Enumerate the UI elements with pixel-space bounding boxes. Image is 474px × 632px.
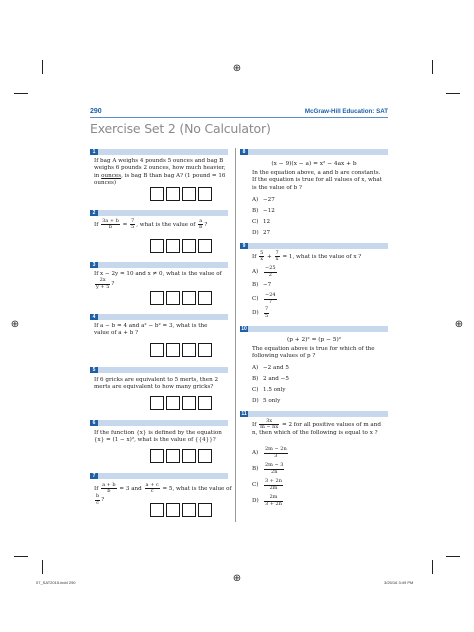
crop-mark [14, 93, 28, 94]
answer-choices [252, 363, 289, 407]
choice-d[interactable]: D) 27 [252, 230, 271, 236]
question-text: If the function {x} is defined by the equation {x} = (1 − x)², what is the value of {{4}}? [94, 430, 222, 444]
equation: (p + 2)² = (p − 5)² [286, 337, 342, 343]
question-number: 8 [240, 149, 248, 155]
footer-timestamp: 3/25/16 3:49 PM [384, 580, 414, 585]
question-number: 6 [90, 420, 98, 426]
answer-grid[interactable] [150, 291, 214, 305]
crop-mark [42, 560, 43, 574]
question-text: The equation above is true for which of the following values of p ? [252, 346, 375, 360]
choice-a[interactable]: A) −2 and 5 [252, 365, 289, 371]
footer-file-slug: 07_SAT2015.indd 290 [36, 580, 76, 585]
question-text: If $\frac{5}{x}$ + $\frac{7}{x}$ = 1, what is the value of x ? [252, 250, 362, 263]
fraction: $\frac{3a + b}{b}$ [102, 218, 119, 231]
question-number: 3 [90, 262, 98, 268]
running-head: McGraw-Hill Education: SAT [304, 108, 388, 115]
question-number: 11 [241, 411, 247, 417]
registration-mark-icon: ⊕ [232, 573, 242, 584]
fraction: $\frac{3x}{m - nx}$ [260, 418, 279, 431]
fraction: $\frac{a}{b}$ [199, 218, 203, 231]
question-header [90, 210, 228, 216]
fraction: $\frac{b}{c}$ [96, 493, 100, 506]
question-header [240, 243, 388, 249]
choice-d[interactable]: D) $\frac{2m}{3 + 2n}$ [252, 494, 282, 507]
page-title: Exercise Set 2 (No Calculator) [90, 121, 271, 136]
choice-a[interactable]: A) −27 [252, 197, 275, 203]
registration-mark-icon: ⊕ [232, 63, 242, 74]
fraction: $\frac{5}{x}$ [260, 250, 264, 263]
choice-b[interactable]: B) −12 [252, 208, 275, 214]
choice-d[interactable]: D) $\frac{7}{5}$ [252, 306, 269, 319]
choice-c[interactable]: C) 12 [252, 219, 271, 225]
fraction: $\frac{7}{5}$ [131, 218, 135, 231]
question-text: If $\frac{3x}{m - nx}$ = 2 for all positive values of m and n, then which of the following is equal to x ? [252, 418, 381, 437]
question-header [90, 420, 228, 426]
question-header [240, 326, 388, 332]
question-text: If 6 gricks are equivalent to 5 merts, then 2 merts are equivalent to how many gricks? [94, 377, 219, 391]
answer-grid[interactable] [150, 187, 214, 201]
choice-c[interactable]: C) $\frac{3 + 2n}{2m}$ [252, 478, 282, 491]
question-text: In the equation above, a and b are constants. If the equation is true for all values of x, what is the value of b ? [252, 170, 382, 191]
crop-mark [446, 93, 460, 94]
question-text: If x − 2y = 10 and x ≠ 0, what is the value of $\frac{2x}{y + 5}$ ? [94, 271, 222, 290]
answer-grid[interactable] [150, 503, 214, 517]
question-number: 9 [240, 243, 248, 249]
question-number: 7 [90, 473, 98, 479]
fraction: $\frac{2x}{y + 5}$ [96, 277, 110, 290]
question-header [90, 473, 228, 479]
answer-choices [252, 445, 289, 509]
crop-mark [14, 556, 28, 557]
column-divider [235, 148, 236, 522]
header-rule [90, 117, 388, 118]
answer-grid[interactable] [150, 343, 214, 357]
question-number: 4 [90, 314, 98, 320]
question-text: If $\frac{a + b}{b}$ = 3 and $\frac{a + c}{c}$ = 5, what is the value of $\frac{b}{c}$ ? [94, 482, 232, 506]
crop-mark [446, 556, 460, 557]
crop-mark [432, 60, 433, 74]
choice-b[interactable]: B) 2 and −5 [252, 376, 289, 382]
fraction: $\frac{a + b}{b}$ [102, 482, 116, 495]
fraction: $\frac{a + c}{c}$ [145, 482, 159, 495]
crop-mark [432, 560, 433, 574]
question-number: 10 [241, 326, 247, 332]
answer-grid[interactable] [150, 449, 214, 463]
question-header [90, 367, 228, 373]
question-text: If a − b = 4 and a² − b² = 3, what is the value of a + b ? [94, 323, 208, 337]
question-text: If $\frac{3a + b}{b}$ = $\frac{7}{5}$ , what is the value of $\frac{a}{b}$ ? [94, 218, 208, 231]
page-number: 290 [90, 108, 102, 115]
choice-b[interactable]: B) $\frac{2m - 3}{2n}$ [252, 462, 284, 475]
equation: (x − 9)(x − a) = x² − 4ax + b [271, 161, 357, 167]
answer-grid[interactable] [150, 396, 214, 410]
choice-a[interactable]: A) $\frac{2m - 2n}{3}$ [252, 446, 287, 459]
question-text: If bag A weighs 4 pounds 5 ounces and bag B weighs 6 pounds 2 ounces, how much heavier, in ounces, is bag B than bag A? (1 pound = 16 ounces) [94, 158, 226, 186]
choice-c[interactable]: C) $\frac{-24}{7}$ [252, 292, 276, 305]
question-header [240, 149, 388, 155]
fraction: $\frac{7}{x}$ [275, 250, 279, 263]
choice-b[interactable]: B) −7 [252, 282, 272, 288]
answer-choices [252, 195, 275, 239]
choice-d[interactable]: D) 5 only [252, 398, 281, 404]
question-header [90, 314, 228, 320]
registration-mark-icon: ⊕ [454, 319, 464, 330]
question-number: 2 [90, 210, 98, 216]
answer-choices [252, 265, 278, 320]
question-header [90, 262, 228, 268]
choice-a[interactable]: A) $\frac{-25}{2}$ [252, 265, 276, 278]
question-number: 1 [90, 149, 98, 155]
registration-mark-icon: ⊕ [10, 319, 20, 330]
crop-mark [42, 60, 43, 74]
question-number: 5 [90, 367, 98, 373]
question-header [90, 149, 228, 155]
choice-c[interactable]: C) 1.5 only [252, 387, 286, 393]
question-header [240, 411, 388, 417]
answer-grid[interactable] [150, 239, 214, 253]
